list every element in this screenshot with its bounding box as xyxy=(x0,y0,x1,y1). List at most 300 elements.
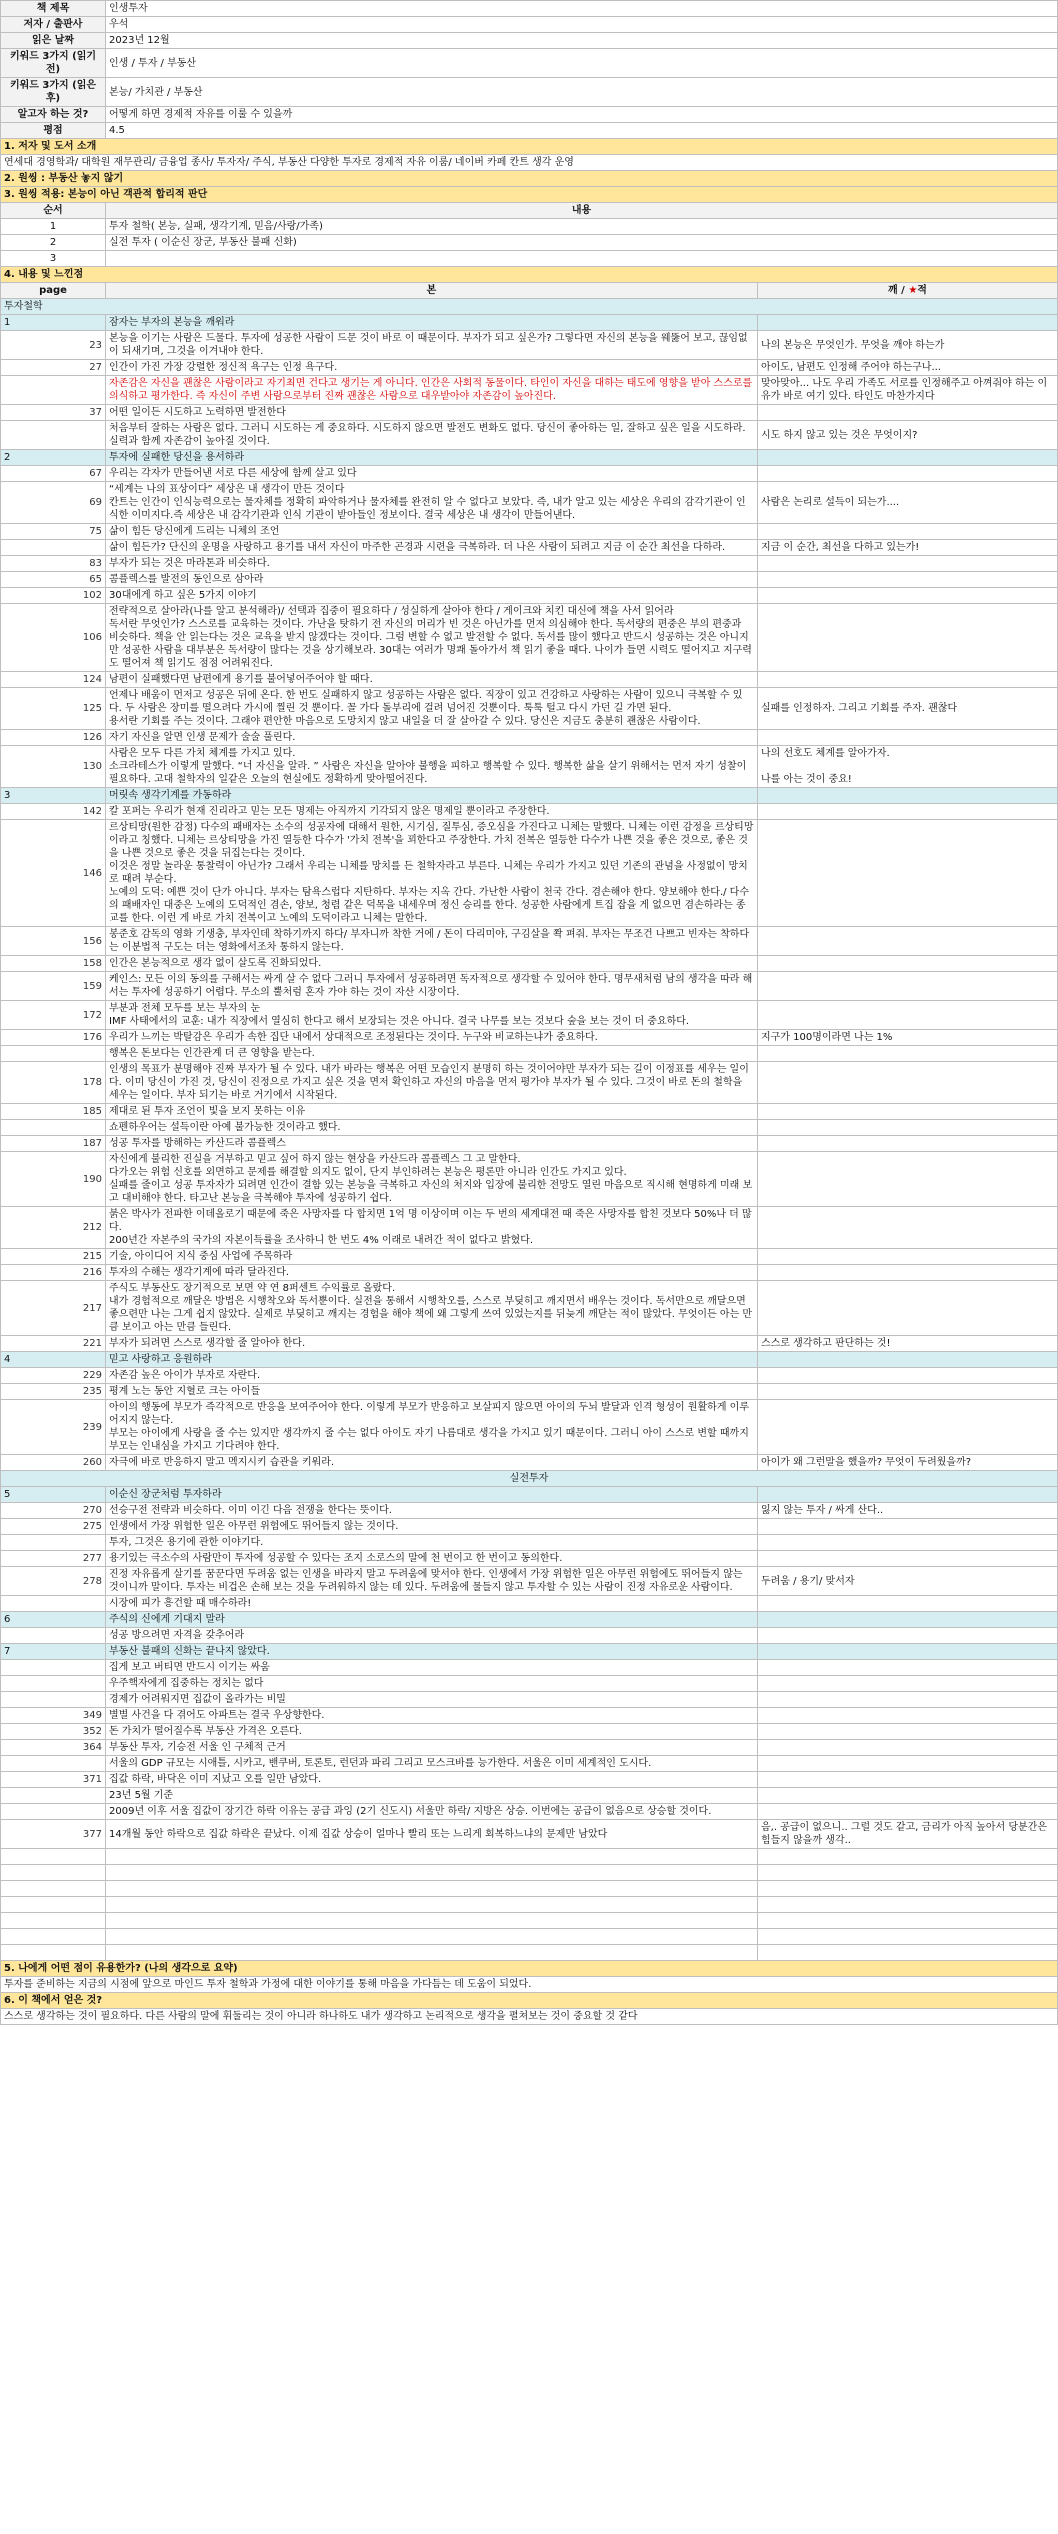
quote-text: 붉은 박사가 전파한 이데올로기 때문에 죽은 사망자를 다 합치면 1억 명 이상이며 이는 두 번의 세계대전 때 죽은 사망자를 합친 것보다 50%나 더 많다. 200년간 자본주의 국가의 자본이득률을 조사하니 한 번도 4% 이래로 내려간 적이 없다고 밝혔다. xyxy=(106,1207,758,1249)
note-row xyxy=(1,730,1058,746)
quote-text: 돈 가치가 떨어질수록 부동산 가격은 오른다. xyxy=(106,1724,758,1740)
info-value: 본능/ 가치관 / 부동산 xyxy=(106,78,1058,107)
note-row xyxy=(1,804,1058,820)
reflection-note xyxy=(757,1596,1057,1612)
section-5 xyxy=(1,1961,1058,1993)
quote-text: 경제가 어려워지면 집값이 올라가는 비밀 xyxy=(106,1692,758,1708)
note-row xyxy=(1,1062,1058,1104)
chapter-row xyxy=(1,1487,1058,1503)
star-icon: ★ xyxy=(908,285,918,296)
page-number xyxy=(1,1804,106,1820)
page-number xyxy=(1,540,106,556)
chapter-title: 주식의 신에게 기대지 말라 xyxy=(106,1612,758,1628)
quote-text: 시장에 피가 흥건할 때 매수하라! xyxy=(106,1596,758,1612)
quote-text: 인생에서 가장 위험한 일은 아무런 위험에도 뛰어들지 않는 것이다. xyxy=(106,1519,758,1535)
quote-text: 23년 5월 기준 xyxy=(106,1788,758,1804)
quote-text: 봉준호 감독의 영화 기생충, 부자인데 착하기까지 하다/ 부자니까 착한 거에 / 돈이 다리미야, 구김살을 쫙 펴줘. 부자는 무조건 나쁘고 빈자는 착하다는 이분법적 구도는 더는 영화에서조차 통하지 않는다. xyxy=(106,927,758,956)
reflection-note xyxy=(757,804,1057,820)
one-thing-row xyxy=(1,251,1058,267)
note-row xyxy=(1,1660,1058,1676)
quote-text: 부동산 투자, 기승전 서울 인 구체적 근거 xyxy=(106,1740,758,1756)
chapter-note xyxy=(757,450,1057,466)
quote-text: 전략적으로 살아라(나를 알고 분석해라)/ 선택과 집중이 필요하다 / 성실하게 살아야 한다 / 게이크와 치킨 대신에 책을 사서 읽어라 독서란 무엇인가? 스스로를 교육하는 것이다. 가난을 탓하기 전 자신의 머리가 빈 것은 아닌가를 먼저 의심해야 한다. 독서량의 편중은 부의 편중과 비슷하다. 책을 안 읽는다는 것은 교육을 받지 않겠다는 것이다. 그럼 변할 수 없고 발전할 수 없다. 독서를 많이 했다고 반드시 성공하는 것은 아니지만 성공한 사람을 대부분은 독서량이 많다는 것을 상기해보라. 30대는 여러가 명쾌 돌아가서 책 읽기 좋을 때다. 나이가 들면 시력도 떨어지고 지구력도 떨어져 책 읽기도 점점 어려워진다. xyxy=(106,604,758,672)
page-number: 176 xyxy=(1,1030,106,1046)
reflection-note xyxy=(757,956,1057,972)
reflection-note: 잃지 않는 투자 / 싸게 산다.. xyxy=(757,1503,1057,1519)
note-row xyxy=(1,1120,1058,1136)
usefulness-summary: 투자를 준비하는 지금의 시점에 앞으로 마인드 투자 철학과 가정에 대한 이야기를 통해 마음을 가다듬는 데 도움이 되었다. xyxy=(1,1977,1058,1993)
info-label: 저자 / 출판사 xyxy=(1,17,106,33)
page-number xyxy=(1,1660,106,1676)
reflection-note xyxy=(757,972,1057,1001)
quote-text: 주식도 부동산도 장기적으로 보면 약 연 8퍼센트 수익률로 올랐다. 내가 경험적으로 깨달은 방법은 시행착오와 독서뿐이다. 실전을 통해서 시행착오를, 스스로 부딪히고 깨지면서 배우는 것이다. 독서만으로 깨달으면 좋으련만 나는 그게 쉽지 않았다. 실제로 부딪히고 깨지는 경험을 해야 책에 왜 그렇게 쓰여 있었는지를 뒤늦게 깨닫는 적이 많았다. 무엇이든 아는 만큼 보이고 아는 만큼 들린다. xyxy=(106,1281,758,1336)
part-label: 실전투자 xyxy=(1,1471,1058,1487)
note-row xyxy=(1,1804,1058,1820)
info-value: 어떻게 하면 경제적 자유를 이룰 수 있을까 xyxy=(106,107,1058,123)
page-number: 190 xyxy=(1,1152,106,1207)
reflection-note xyxy=(757,556,1057,572)
chapter-number: 6 xyxy=(1,1612,106,1628)
note-row xyxy=(1,972,1058,1001)
chapter-number: 3 xyxy=(1,788,106,804)
note-row xyxy=(1,1455,1058,1471)
chapter-row xyxy=(1,315,1058,331)
quote-text: 행복은 돈보다는 인간관계 더 큰 영향을 받는다. xyxy=(106,1046,758,1062)
page-number xyxy=(1,1756,106,1772)
reflection-note xyxy=(757,405,1057,421)
info-label: 읽은 날짜 xyxy=(1,33,106,49)
note-row xyxy=(1,1788,1058,1804)
reflection-note xyxy=(757,1265,1057,1281)
reflection-note xyxy=(757,1384,1057,1400)
page-number: 235 xyxy=(1,1384,106,1400)
page-number: 352 xyxy=(1,1724,106,1740)
quote-text: 인간이 가진 가장 강렬한 정신적 욕구는 인정 욕구다. xyxy=(106,360,758,376)
page-number: 146 xyxy=(1,820,106,927)
order-content xyxy=(106,251,1058,267)
page-number xyxy=(1,376,106,405)
note-row xyxy=(1,466,1058,482)
note-row xyxy=(1,1265,1058,1281)
chapter-note xyxy=(757,1352,1057,1368)
quote-text: 칼 포퍼는 우리가 현재 진리라고 믿는 모든 명제는 아직까지 기각되지 않은 명제일 뿐이라고 주장한다. xyxy=(106,804,758,820)
reflection-note xyxy=(757,1001,1057,1030)
reflection-note xyxy=(757,1756,1057,1772)
page-number: 102 xyxy=(1,588,106,604)
info-label: 알고자 하는 것? xyxy=(1,107,106,123)
chapter-number: 1 xyxy=(1,315,106,331)
reflection-note: 실패를 인정하자. 그리고 기회를 주자. 괜찮다 xyxy=(757,688,1057,730)
part-investment-philosophy: 투자철학 xyxy=(1,299,1058,315)
page-number: 27 xyxy=(1,360,106,376)
quote-text: 우리는 각자가 만들어낸 서로 다른 세상에 함께 살고 있다 xyxy=(106,466,758,482)
page-number xyxy=(1,1596,106,1612)
info-row xyxy=(1,78,1058,107)
reflection-note: 두려움 / 용기/ 맞서자 xyxy=(757,1567,1057,1596)
page-number: 142 xyxy=(1,804,106,820)
page-number xyxy=(1,1788,106,1804)
chapter-row xyxy=(1,788,1058,804)
quote-text: 사람은 모두 다른 가치 체계를 가지고 있다. 소크라테스가 이렇게 말했다. “너 자신을 알라. ” 사람은 자신을 알아야 불행을 피하고 행복할 수 있다. 행복한 삶을 살기 위해서는 먼저 자기 성찰이 필요하다. 고대 철학자의 일같은 오늘의 현실에도 정확하게 맞아떨어진다. xyxy=(106,746,758,788)
info-row xyxy=(1,33,1058,49)
chapter-note xyxy=(757,1612,1057,1628)
note-row xyxy=(1,556,1058,572)
note-row xyxy=(1,376,1058,405)
reflection-note xyxy=(757,1136,1057,1152)
chapter-title: 이순신 장군처럼 투자하라 xyxy=(106,1487,758,1503)
quote-text: 집값 하락, 바닥은 이미 지났고 오를 일만 남았다. xyxy=(106,1772,758,1788)
reflection-note: 스스로 생각하고 판단하는 것! xyxy=(757,1336,1057,1352)
reflection-note xyxy=(757,1788,1057,1804)
col-note-suffix: 적 xyxy=(917,285,927,296)
order-number: 3 xyxy=(1,251,106,267)
reflection-note xyxy=(757,1249,1057,1265)
chapter-number: 7 xyxy=(1,1644,106,1660)
page-number: 106 xyxy=(1,604,106,672)
page-number: 124 xyxy=(1,672,106,688)
page-number xyxy=(1,421,106,450)
info-row xyxy=(1,107,1058,123)
chapter-note xyxy=(757,1644,1057,1660)
chapter-title: 머릿속 생각기계를 가동하라 xyxy=(106,788,758,804)
note-row xyxy=(1,672,1058,688)
quote-text: 별별 사건을 다 겪어도 아파트는 결국 우상향한다. xyxy=(106,1708,758,1724)
chapter-number: 5 xyxy=(1,1487,106,1503)
reflection-note xyxy=(757,1740,1057,1756)
note-row xyxy=(1,956,1058,972)
quote-text: 쇼펜하우어는 설득이란 아예 불가능한 것이라고 했다. xyxy=(106,1120,758,1136)
reflection-note xyxy=(757,1804,1057,1820)
note-row xyxy=(1,1030,1058,1046)
quote-text: 성공 방으려면 자격을 갖추어라 xyxy=(106,1628,758,1644)
reflection-note xyxy=(757,1772,1057,1788)
quote-text: 남편이 실패했다면 남편에게 용기를 불어넣어주어야 할 때다. xyxy=(106,672,758,688)
reflection-note: 지구가 100명이라면 나는 1% xyxy=(757,1030,1057,1046)
note-row xyxy=(1,1772,1058,1788)
quote-text: “세계는 나의 표상이다” 세상은 내 생각이 만든 것이다 칸트는 인간이 인식능력으로는 물자체를 정확히 파악하거나 물자체를 완전히 알 수 없다고 보았다. 즉, 내가 알고 있는 세상은 우리의 감각기관이 인식한 이미지다.즉 세상은 내 감각기관과 인식 기관이 받아들인 정보이다. 결국 세상은 내 생각이 만들어낸다. xyxy=(106,482,758,524)
page-number: 156 xyxy=(1,927,106,956)
quote-text: 콤플렉스를 발전의 동인으로 삼아라 xyxy=(106,572,758,588)
quote-text: 선승구전 전략과 비슷하다. 이미 이긴 다음 전쟁을 한다는 뜻이다. xyxy=(106,1503,758,1519)
note-row xyxy=(1,1104,1058,1120)
info-value: 4.5 xyxy=(106,123,1058,139)
chapter-title: 부동산 불패의 신화는 끝나지 않았다. xyxy=(106,1644,758,1660)
quote-text: 르상티망(원한 감정) 다수의 패배자는 소수의 성공자에 대해서 원한, 시기심, 질투심, 증오심을 가진다고 니체는 말했다. 니체는 이런 감정을 르상티망이라고 칭했다. 니체는 르상티망을 가진 열등한 다수가 '가치 전복'을 꾀한다고 주장한다. 가치 전복은 열등한 다수가 나쁜 것을 좋은 것으로, 좋은 것을 나쁜 것으로 좋은 것을 뒤집는다는 것이다. 이것은 정말 놀라운 통찰력이 아닌가? 그래서 우리는 니체를 망치를 든 철학자라고 부른다. 니체는 우리가 가지고 있던 기존의 관념을 사정없이 망치로 때려 부순다. 노예의 도덕: 예쁜 것이 단가 아니다. 부자는 탐욕스럽다 지탄하다. 부자는 지옥 간다. 가난한 사람이 천국 간다. 겸손해야 한다. 양보해야 한다./ 다수의 패배자인 대중은 노예의 도덕적인 겸손, 양보, 청렴 같은 덕목을 내세우며 정신 승리를 한다. 성공한 사람에게 트집 잡을 게 없으면 겸손하라는 종교를 한다. 이런 게 바로 가치 전복이고 노예의 도덕이라고 니체는 말한다. xyxy=(106,820,758,927)
chapter-row xyxy=(1,1352,1058,1368)
reflection-note xyxy=(757,730,1057,746)
quote-text: 제대로 된 투자 조언이 빛을 보지 못하는 이유 xyxy=(106,1104,758,1120)
page-number: 37 xyxy=(1,405,106,421)
note-row xyxy=(1,1756,1058,1772)
reflection-note xyxy=(757,1708,1057,1724)
reflection-note: 음,. 공급이 없으니.. 그럴 것도 같고, 금리가 아직 높아서 당분간은 힘들지 않을까 생각.. xyxy=(757,1820,1057,1849)
section-6-title: 6. 이 책에서 얻은 것? xyxy=(1,1993,1058,2009)
section-1-title: 1. 저자 및 도서 소개 xyxy=(1,139,1058,155)
quote-text: 기술, 아이디어 지식 중심 사업에 주목하라 xyxy=(106,1249,758,1265)
one-thing-row xyxy=(1,235,1058,251)
note-row xyxy=(1,482,1058,524)
reflection-note xyxy=(757,1676,1057,1692)
note-row xyxy=(1,1001,1058,1030)
page-number: 130 xyxy=(1,746,106,788)
note-row xyxy=(1,1628,1058,1644)
quote-text: 2009년 이후 서울 집값이 장기간 하락 이유는 공급 과잉 (2기 신도시) 서울만 하락/ 지방은 상승. 이번에는 공급이 없음으로 상승할 것이다. xyxy=(106,1804,758,1820)
quote-text: 진정 자유롭게 살기를 꿈꾼다면 두려움 없는 인생을 바라지 말고 두려움에 맞서야 한다. 인생에서 가장 위험한 일은 아무런 위험에도 뛰어들지 않는 것이니까 말이다. 투자는 비겁은 손해 보는 것을 두려워하지 않는 데 있다. 두려움에 물들지 않고 투자할 수 있는 사람이 진정 자유로운 사람이다. xyxy=(106,1567,758,1596)
note-row xyxy=(1,1249,1058,1265)
chapter-title: 투자에 실패한 당신을 용서하라 xyxy=(106,450,758,466)
page-number xyxy=(1,1046,106,1062)
note-row xyxy=(1,1046,1058,1062)
col-content: 내용 xyxy=(106,203,1058,219)
page-number xyxy=(1,1628,106,1644)
note-row xyxy=(1,1692,1058,1708)
quote-text: 삶이 힘든가? 단신의 운명을 사랑하고 용기를 내서 자신이 마주한 곤경과 시련을 극복하라. 더 나은 사람이 되려고 지금 이 순간 최선을 다하라. xyxy=(106,540,758,556)
reflection-note xyxy=(757,1368,1057,1384)
section-2-title: 2. 원씽 : 부동산 놓지 않기 xyxy=(1,171,1058,187)
section-4-title: 4. 내용 및 느낀점 xyxy=(1,267,1058,283)
note-row xyxy=(1,1820,1058,1849)
quote-text: 부자가 되는 것은 마라톤과 비슷하다. xyxy=(106,556,758,572)
note-row xyxy=(1,1336,1058,1352)
info-value: 2023년 12월 xyxy=(106,33,1058,49)
reflection-note xyxy=(757,1628,1057,1644)
note-row xyxy=(1,1384,1058,1400)
page-number: 215 xyxy=(1,1249,106,1265)
page-number: 278 xyxy=(1,1567,106,1596)
note-row xyxy=(1,1152,1058,1207)
note-row xyxy=(1,1136,1058,1152)
page-number: 275 xyxy=(1,1519,106,1535)
note-row xyxy=(1,1551,1058,1567)
reflection-note: 지금 이 순간, 최선을 다하고 있는가! xyxy=(757,540,1057,556)
page-number: 178 xyxy=(1,1062,106,1104)
quote-text: 투자의 수해는 생각기계에 따라 달라진다. xyxy=(106,1265,758,1281)
chapter-note xyxy=(757,788,1057,804)
info-row xyxy=(1,17,1058,33)
page-number xyxy=(1,1692,106,1708)
page-number: 377 xyxy=(1,1820,106,1849)
order-number: 1 xyxy=(1,219,106,235)
info-row xyxy=(1,1,1058,17)
reflection-note: 시도 하지 않고 있는 것은 무엇이지? xyxy=(757,421,1057,450)
reflection-note xyxy=(757,1152,1057,1207)
quote-text: 30대에게 하고 싶은 5가지 이야기 xyxy=(106,588,758,604)
page-number: 216 xyxy=(1,1265,106,1281)
page-number xyxy=(1,1535,106,1551)
note-row xyxy=(1,927,1058,956)
quote-text: 14개월 동안 하락으로 집값 하락은 끝났다. 이제 집값 상승이 얼마나 빨리 또는 느리게 회복하느냐의 문제만 남았다 xyxy=(106,1820,758,1849)
note-row xyxy=(1,1368,1058,1384)
note-row xyxy=(1,604,1058,672)
reflection-note xyxy=(757,1062,1057,1104)
info-row xyxy=(1,123,1058,139)
reflection-note xyxy=(757,466,1057,482)
reflection-note xyxy=(757,1519,1057,1535)
reflection-note xyxy=(757,524,1057,540)
reflection-note xyxy=(757,1207,1057,1249)
chapter-title: 잠자는 부자의 본능을 깨워라 xyxy=(106,315,758,331)
quote-text: 케인스: 모든 이의 동의를 구해서는 싸게 살 수 없다 그러니 투자에서 성공하려면 독자적으로 생각할 수 있어야 한다. 명무새처럼 남의 생각을 따라 해서는 투자에 성공하기 어렵다. 무소의 뿔처럼 혼자 가야 하는 것이 자산 시장이다. xyxy=(106,972,758,1001)
note-row xyxy=(1,421,1058,450)
page-number: 229 xyxy=(1,1368,106,1384)
quote-text: 아이의 행동에 부모가 즉각적으로 반응을 보여주어야 한다. 이렇게 부모가 반응하고 보살피지 않으면 아이의 두뇌 발달과 인격 형성이 원활하게 이루어지지 않는다. 부모는 아이에게 사랑을 줄 수는 있지만 생각까지 줄 수는 없다 아이도 자기 나름대로 생각을 가지고 있기 때문이다. 그러니 아이 스스로 변할 때까지 부모는 인내심을 가지고 기다려야 한다. xyxy=(106,1400,758,1455)
col-note-prefix: 깨 / xyxy=(888,285,909,296)
page-number: 364 xyxy=(1,1740,106,1756)
section-6 xyxy=(1,1993,1058,2025)
blank-rows xyxy=(1,1849,1058,1961)
quote-text: 용기있는 극소수의 사람만이 투자에 성공할 수 있다는 조지 소로스의 말에 천 번이고 한 번이고 동의한다. xyxy=(106,1551,758,1567)
reflection-note xyxy=(757,1400,1057,1455)
one-thing-row xyxy=(1,219,1058,235)
chapter-note xyxy=(757,315,1057,331)
page-number: 277 xyxy=(1,1551,106,1567)
note-row xyxy=(1,1503,1058,1519)
reflection-note xyxy=(757,1104,1057,1120)
reflection-note xyxy=(757,1551,1057,1567)
note-row xyxy=(1,1281,1058,1336)
section-5-title: 5. 나에게 어떤 점이 유용한가? (나의 생각으로 요약) xyxy=(1,1961,1058,1977)
author-intro: 연세대 경영학과/ 대학원 재무관리/ 금융업 종사/ 투자자/ 주식, 부동산 다양한 투자로 경제적 자유 이룸/ 네이버 카페 칸트 생각 운영 xyxy=(1,155,1058,171)
page-number: 159 xyxy=(1,972,106,1001)
page-number xyxy=(1,1120,106,1136)
page-number: 349 xyxy=(1,1708,106,1724)
section-2 xyxy=(1,171,1058,187)
note-row xyxy=(1,360,1058,376)
quote-text: 본능을 이기는 사람은 드물다. 투자에 성공한 사람이 드문 것이 바로 이 때문이다. 부자가 되고 싶은가? 그렇다면 자신의 본능을 웨뚫어 보고, 끊임없이 되새기며, 그것을 이겨내야 한다. xyxy=(106,331,758,360)
note-row xyxy=(1,405,1058,421)
info-label: 책 제목 xyxy=(1,1,106,17)
page-number: 23 xyxy=(1,331,106,360)
col-page: page xyxy=(1,283,106,299)
order-number: 2 xyxy=(1,235,106,251)
quote-text: 처음부터 잘하는 사람은 없다. 그러니 시도하는 게 중요하다. 시도하지 않으면 발전도 변화도 없다. 당신이 좋아하는 일, 잘하고 싶은 일을 시도하라. 실력과 함께 자존감이 높아질 것이다. xyxy=(106,421,758,450)
page-number: 221 xyxy=(1,1336,106,1352)
part-practical-investment xyxy=(1,1471,1058,1487)
quote-text: 집게 보고 버티면 반드시 이기는 싸움 xyxy=(106,1660,758,1676)
page-number: 75 xyxy=(1,524,106,540)
note-row xyxy=(1,1519,1058,1535)
reflection-note xyxy=(757,604,1057,672)
reflection-note xyxy=(757,1120,1057,1136)
col-note xyxy=(757,283,1057,299)
quote-text: 삶이 힘든 당신에게 드리는 니체의 조언 xyxy=(106,524,758,540)
info-value: 우석 xyxy=(106,17,1058,33)
col-order: 순서 xyxy=(1,203,106,219)
note-row xyxy=(1,572,1058,588)
page-number: 69 xyxy=(1,482,106,524)
note-row xyxy=(1,1567,1058,1596)
quote-text: 부분과 전체 모두를 보는 부자의 눈 IMF 사태에서의 교훈: 내가 직장에서 열심히 한다고 해서 보장되는 것은 아니다. 결국 나무를 보는 것보다 숲을 보는 것이 더 중요하다. xyxy=(106,1001,758,1030)
one-thing-list xyxy=(1,219,1058,267)
book-info xyxy=(1,1,1058,139)
reflection-note xyxy=(757,1660,1057,1676)
note-row xyxy=(1,1676,1058,1692)
col-body: 본 xyxy=(106,283,758,299)
chapter-number: 2 xyxy=(1,450,106,466)
page-number: 126 xyxy=(1,730,106,746)
note-row xyxy=(1,688,1058,730)
chapter-row xyxy=(1,1612,1058,1628)
quote-text: 투자, 그것은 용기에 관한 이야기다. xyxy=(106,1535,758,1551)
reflection-note xyxy=(757,672,1057,688)
chapter-number: 4 xyxy=(1,1352,106,1368)
info-label: 평점 xyxy=(1,123,106,139)
section-1 xyxy=(1,139,1058,171)
note-row xyxy=(1,1400,1058,1455)
reflection-note: 나의 본능은 무엇인가. 무엇을 깨야 하는가 xyxy=(757,331,1057,360)
quote-text: 자신에게 불리한 진실을 거부하고 믿고 싶어 하지 않는 현상을 카산드라 콤플렉스 그 고 말한다. 다가오는 위험 신호를 외면하고 문제를 해결할 의지도 없이, 단지 부인하려는 본능은 평론만 아니라 인간도 가지고 있다. 실패를 줄이고 성공 투자자가 되려면 인간이 결함 있는 본능을 극복하고 자신의 처지와 입장에 불리한 전망도 열린 마음으로 직시해 현명하게 미래 보고 대비해야 한다. 타고난 본능을 극복해야 투자에 성공하기 쉽다. xyxy=(106,1152,758,1207)
reflection-note xyxy=(757,820,1057,927)
note-row xyxy=(1,1724,1058,1740)
info-value: 인생 / 투자 / 부동산 xyxy=(106,49,1058,78)
note-row xyxy=(1,1740,1058,1756)
chapter-note xyxy=(757,1487,1057,1503)
info-value: 인생투자 xyxy=(106,1,1058,17)
chapter-row xyxy=(1,450,1058,466)
reflection-note: 사람은 논리로 설득이 되는가.... xyxy=(757,482,1057,524)
page-number: 217 xyxy=(1,1281,106,1336)
quote-text: 자기 자신을 알면 인생 문제가 술술 풀린다. xyxy=(106,730,758,746)
reflection-note: 아이가 왜 그런말을 했을까? 무엇이 두려웠을까? xyxy=(757,1455,1057,1471)
page-number: 83 xyxy=(1,556,106,572)
order-content: 투자 철학( 본능, 실패, 생각기계, 믿음/사랑/가족) xyxy=(106,219,1058,235)
quote-text: 부자가 되려면 스스로 생각할 줄 알아야 한다. xyxy=(106,1336,758,1352)
reflection-note xyxy=(757,1692,1057,1708)
section-3-title: 3. 원씽 적용: 본능이 아닌 객관적 합리적 판단 xyxy=(1,187,1058,203)
chapter-title: 믿고 사랑하고 응원하라 xyxy=(106,1352,758,1368)
section-4-head xyxy=(1,267,1058,315)
reflection-note xyxy=(757,1046,1057,1062)
page-number: 125 xyxy=(1,688,106,730)
note-row xyxy=(1,820,1058,927)
reflection-note: 아이도, 남편도 인정해 주어야 하는구나... xyxy=(757,360,1057,376)
reflection-note: 나의 선호도 체계를 알아가자. 나를 아는 것이 중요! xyxy=(757,746,1057,788)
page-number: 239 xyxy=(1,1400,106,1455)
quote-text: 어떤 일이든 시도하고 노력하면 발전한다 xyxy=(106,405,758,421)
quote-text: 자존감은 자신을 괜찮은 사람이라고 자기최면 건다고 생기는 게 아니다. 인간은 사회적 동물이다. 타인이 자신을 대하는 태도에 영향을 받아 스스로를 의식하고 평가한다. 즉 자신이 주변 사람으로부터 진짜 괜찮은 사람으로 대우받아야 자존감이 높아진다. xyxy=(106,376,758,405)
page-number: 185 xyxy=(1,1104,106,1120)
reflection-note xyxy=(757,927,1057,956)
reflection-note xyxy=(757,588,1057,604)
notes-table xyxy=(1,315,1058,1849)
quote-text: 성공 투자를 방해하는 카산드라 콤플렉스 xyxy=(106,1136,758,1152)
reflection-note xyxy=(757,1281,1057,1336)
note-row xyxy=(1,1596,1058,1612)
chapter-row xyxy=(1,1644,1058,1660)
quote-text: 자존감 높은 아이가 부자로 자란다. xyxy=(106,1368,758,1384)
takeaway: 스스로 생각하는 것이 필요하다. 다른 사람의 말에 휘둘리는 것이 아니라 하나하도 내가 생각하고 논리적으로 생각을 펼쳐보는 것이 중요할 것 같다 xyxy=(1,2009,1058,2025)
quote-text: 인생의 목표가 분명해야 진짜 부자가 될 수 있다. 내가 바라는 행복은 어떤 모습인지 분명히 하는 것이어야만 부자가 되는 길이 이정표를 세우는 일이다. 이미 당신이 가진 것, 당신이 진정으로 가지고 싶은 것을 면저 확인하고 자신의 마음을 먼저 평가야 부자가 될 수 있다. 그것이 바로 돈의 철학을 세우는 일이다. 부자 되기는 바로 거기에서 시작된다. xyxy=(106,1062,758,1104)
page-number xyxy=(1,1676,106,1692)
note-row xyxy=(1,331,1058,360)
page-number: 371 xyxy=(1,1772,106,1788)
note-row xyxy=(1,524,1058,540)
quote-text: 우리가 느끼는 박탈감은 우리가 속한 집단 내에서 상대적으로 조정된다는 것이다. 누구와 비교하는냐가 중요하다. xyxy=(106,1030,758,1046)
page-number: 65 xyxy=(1,572,106,588)
note-row xyxy=(1,1535,1058,1551)
page-number: 260 xyxy=(1,1455,106,1471)
info-row xyxy=(1,49,1058,78)
note-row xyxy=(1,1708,1058,1724)
order-content: 실전 투자 ( 이순신 장군, 부동산 불패 신화) xyxy=(106,235,1058,251)
quote-text: 언제나 배움이 먼저고 성공은 뒤에 온다. 한 번도 실패하지 않고 성공하는 사람은 없다. 직장이 있고 건강하고 사랑하는 사람이 있으니 극복할 수 있다. 두 사람은 장미를 떨으려다 가시에 찔린 것 뿐이다. 꼴 가다 돌부리에 걸려 넘어진 것뿐이다. 툭툭 털고 다시 가던 길 가면 된다. 용서란 기회를 주는 것이다. 그래야 편안한 마음으로 도망치지 않고 내일을 더 잘 살아갈 수 있다. 당신은 지금도 충분히 괜찮은 사람이다. xyxy=(106,688,758,730)
page-number: 212 xyxy=(1,1207,106,1249)
quote-text: 평계 노는 동안 지혈로 크는 아이들 xyxy=(106,1384,758,1400)
quote-text: 우주핵자에게 집중하는 정치는 없다 xyxy=(106,1676,758,1692)
section-3 xyxy=(1,187,1058,219)
page-number: 270 xyxy=(1,1503,106,1519)
quote-text: 자극에 바로 반응하지 말고 멕지시키 습관을 키워라. xyxy=(106,1455,758,1471)
